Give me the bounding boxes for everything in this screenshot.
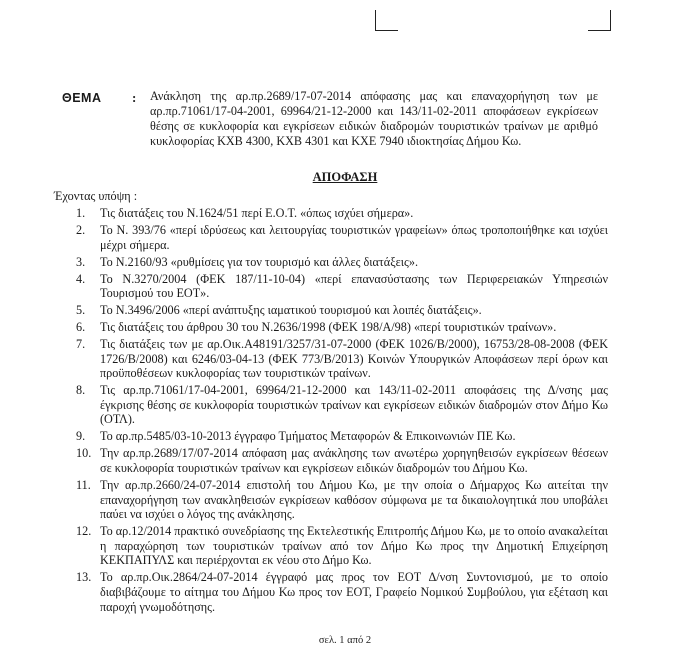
item-text: Τις διατάξεις του άρθρου 30 του Ν.2636/1998 (ΦΕΚ 198/Α/98) «περί τουριστικών τραίνων».	[100, 320, 557, 335]
item-text: Το Ν.3270/2004 (ΦΕΚ 187/11-10-04) «περί επανασύστασης των Περιφερειακών Υπηρεσιών Τουρισμού του ΕΟΤ».	[100, 271, 608, 301]
subject-colon: :	[132, 90, 137, 105]
considerations-list	[70, 206, 608, 617]
item-text: Την αρ.πρ.2660/24-07-2014 επιστολή του Δήμου Κω, με την οποία ο Δήμαρχος Κω αιτείται την επαναχορήγηση των ανακληθεισών εγκρίσεων καθόσον σύμφωνα με τα δικαιολογητικά που υποβάλει παύει να ισχύει ο λόγος της ανάκλησης.	[100, 478, 608, 522]
list-item	[70, 429, 608, 444]
decision-title: ΑΠΟΦΑΣΗ	[312, 170, 378, 184]
item-number: 13.	[76, 570, 92, 585]
subject-text: Ανάκληση της αρ.πρ.2689/17-07-2014 απόφασης μας και επαναχορήγηση των με αρ.πρ.71061/17-04-2001, 69964/21-12-2000 και 143/11-02-2011 αποφάσεων εγκρίσεων θέσης σε κυκλοφορία και εγκρίσεων ειδικών διαδρομών τουριστικών τραίνων με αριθμό κυκλοφορίας ΚΧΒ 4300, ΚΧΒ 4301 και ΚΧΕ 7940 ιδιοκτησίας Δήμου Κω.	[150, 89, 598, 148]
item-text: Την αρ.πρ.2689/17/07-2014 απόφαση μας ανάκλησης των ανωτέρω χορηγηθεισών εγκρίσεων θέσεων σε κυκλοφορία τουριστικών τραίνων και εγκρίσεων ειδικών διαδρομών του Δήμου Κω.	[100, 446, 608, 476]
item-text: Το αρ.12/2014 πρακτικό συνεδρίασης της Εκτελεστικής Επιτροπής Δήμου Κω, με το οποίο ανακαλείται η παραχώρηση των τουριστικών τραίνων από τον Δήμο Κω προς την Δημοτική Επιχείρηση ΚΕΚΠΑΠΥΛΣ και περιέρχονται εκ νέου στο Δήμο Κω.	[100, 524, 608, 568]
item-number: 10.	[76, 446, 92, 461]
page-footer: σελ. 1 από 2	[318, 635, 372, 646]
item-text: Το Ν.2160/93 «ρυθμίσεις για τον τουρισμό και άλλες διατάξεις».	[100, 254, 418, 269]
list-item	[70, 446, 608, 475]
item-number: 4.	[76, 271, 86, 286]
list-item	[70, 303, 608, 318]
item-text: Το Ν.3496/2006 «περί ανάπτυξης ιαματικού τουρισμού και λοιπές διατάξεις».	[100, 303, 482, 318]
address-window-corner-left	[375, 10, 398, 31]
item-number: 5.	[76, 303, 86, 318]
list-item	[70, 524, 608, 568]
item-number: 1.	[76, 206, 86, 220]
considering-label: Έχοντας υπόψη :	[54, 189, 138, 203]
list-item	[70, 383, 608, 427]
item-text: Το αρ.πρ.5485/03-10-2013 έγγραφο Τμήματος Μεταφορών & Επικοινωνιών ΠΕ Κω.	[100, 429, 516, 444]
item-number: 12.	[76, 524, 92, 539]
list-item	[70, 255, 608, 270]
list-item	[70, 272, 608, 301]
list-item	[70, 570, 608, 614]
list-item	[70, 206, 608, 221]
item-text: Τις αρ.πρ.71061/17-04-2001, 69964/21-12-2000 και 143/11-02-2011 αποφάσεις της Δ/νσης μας έγκρισης θέσης σε κυκλοφορία τουριστικών τραίνων και εγκρίσεων ειδικών διαδρομών στον Δήμο Κω (ΟΤΛ).	[100, 383, 608, 427]
item-text: Τις διατάξεις του Ν.1624/51 περί Ε.Ο.Τ. «όπως ισχύει σήμερα».	[100, 206, 414, 220]
item-number: 8.	[76, 383, 86, 398]
address-window-corner-right	[588, 10, 611, 31]
item-number: 2.	[76, 222, 86, 237]
item-number: 6.	[76, 320, 86, 335]
item-text: Το Ν. 393/76 «περί ιδρύσεως και λειτουργίας τουριστικών γραφείων» όπως τροποποιήθηκε και ισχύει μέχρι σήμερα.	[100, 222, 608, 252]
list-item	[70, 478, 608, 522]
list-item	[70, 337, 608, 381]
item-number: 9.	[76, 429, 86, 444]
list-item	[70, 320, 608, 335]
item-number: 7.	[76, 337, 86, 352]
item-text: Το αρ.πρ.Οικ.2864/24-07-2014 έγγραφό μας προς τον ΕΟΤ Δ/νση Συντονισμού, με το οποίο διαβιβάζουμε το αίτημα του Δήμου Κω προς τον ΕΟΤ, Γραφείο Νομικού Συμβούλου, για εξέταση και παροχή γνωμοδότησης.	[100, 570, 608, 614]
item-number: 11.	[76, 478, 91, 492]
item-number: 3.	[76, 254, 86, 269]
list-item	[70, 223, 608, 252]
item-text: Τις διατάξεις των με αρ.Οικ.Α48191/3257/31-07-2000 (ΦΕΚ 1026/Β/2000), 16753/28-08-2008 (ΦΕΚ 1726/Β/2008) και 6246/03-04-13 (ΦΕΚ 773/Β/2013) Κοινών Υπουργικών Αποφάσεων περί όρων και προϋποθέσεων κυκλοφορίας των τουριστικών τραίνων.	[100, 337, 608, 381]
subject-label: ΘΕΜΑ	[62, 91, 102, 105]
